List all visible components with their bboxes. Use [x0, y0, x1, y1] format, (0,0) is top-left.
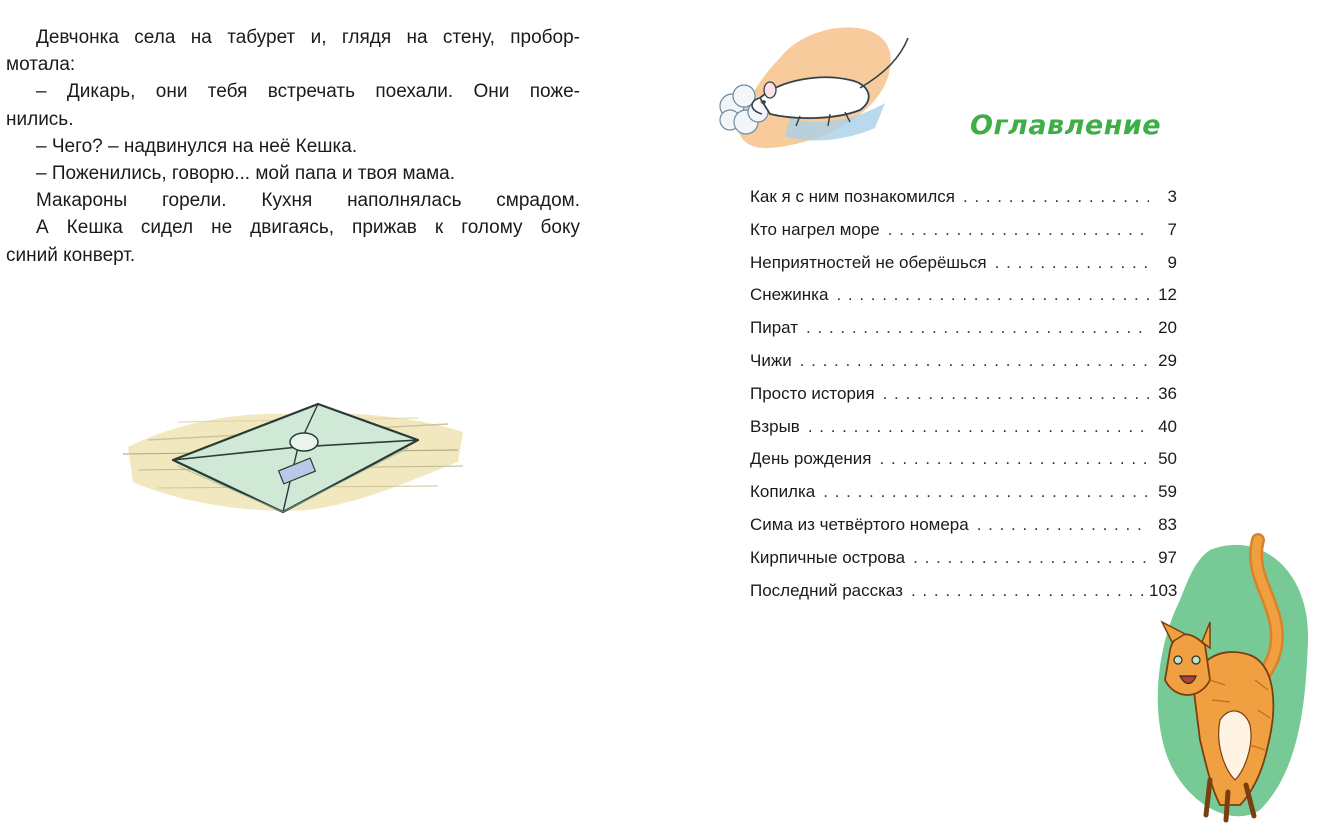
story-line: – Поженились, говорю... мой папа и твоя мама. — [36, 163, 456, 185]
toc-entry — [750, 411, 1177, 444]
story-paragraph-1 — [6, 24, 580, 78]
toc-leader-dots — [911, 575, 1149, 608]
toc-entry — [750, 247, 1177, 280]
toc-entry-page: 29 — [1158, 350, 1177, 370]
toc-entry-page: 50 — [1158, 449, 1177, 469]
toc-title: Оглавление — [970, 110, 1162, 141]
toc-leader-dots — [888, 214, 1149, 247]
envelope-illustration — [118, 392, 468, 522]
story-line: – Чего? – надвинулся на неё Кешка. — [36, 135, 358, 157]
toc-entry-title: Снежинка — [750, 285, 829, 305]
toc-entry-page: 40 — [1158, 416, 1177, 436]
mouse-illustration — [710, 18, 920, 158]
toc-entry-title: Неприятностей не оберёшься — [750, 252, 987, 272]
story-line: нились. — [6, 108, 74, 130]
toc-entry-title: Сима из четвёртого номера — [750, 514, 969, 534]
story-line: мотала: — [6, 54, 76, 76]
toc-entry-title: Как я с ним познакомился — [750, 187, 955, 206]
toc-entry — [750, 476, 1177, 509]
toc-leader-dots — [800, 345, 1149, 378]
toc-entry-page: 103 — [1149, 580, 1178, 600]
toc-entry-page: 9 — [1167, 252, 1177, 272]
story-line: синий конверт. — [6, 244, 136, 266]
toc-leader-dots — [880, 443, 1150, 476]
story-paragraph-4 — [6, 160, 580, 187]
toc-entry-page: 59 — [1158, 482, 1177, 502]
toc-entry-title: Кто нагрел море — [750, 219, 880, 239]
story-line: А Кешка сидел не двигаясь, прижав к голому боку — [36, 217, 580, 239]
toc-entry — [750, 345, 1177, 378]
story-line: Макароны горели. Кухня наполнялась смрадом. — [36, 190, 580, 212]
toc-entry-title: Пират — [750, 318, 799, 338]
story-paragraph-3 — [6, 133, 580, 160]
story-text — [6, 24, 580, 269]
toc-leader-dots — [995, 247, 1149, 280]
toc-entry-title: Чижи — [750, 350, 792, 370]
toc-leader-dots — [806, 312, 1149, 345]
toc-entry-page: 20 — [1158, 318, 1177, 338]
toc-entry — [750, 214, 1177, 247]
toc-entry-title: День рождения — [750, 449, 872, 469]
story-paragraph-2 — [6, 78, 580, 132]
toc-leader-dots — [836, 279, 1149, 312]
toc-leader-dots — [883, 378, 1149, 411]
toc-entry — [750, 378, 1177, 411]
toc-entry-page: 36 — [1158, 383, 1177, 403]
toc-leader-dots — [823, 476, 1149, 509]
toc-entry — [750, 443, 1177, 476]
toc-entry — [750, 509, 1177, 542]
toc-entry-title: Кирпичные острова — [750, 547, 906, 567]
toc-entry-page: 7 — [1167, 219, 1177, 239]
story-paragraph-5 — [6, 187, 580, 269]
toc-entry-title: Взрыв — [750, 416, 800, 436]
toc-entry — [750, 279, 1177, 312]
toc-entry — [750, 312, 1177, 345]
toc-entry — [750, 575, 1177, 608]
toc-list — [750, 181, 1177, 607]
toc-entry-title: Просто история — [750, 383, 875, 403]
toc-entry — [750, 542, 1177, 575]
toc-entry-page: 3 — [1167, 187, 1177, 206]
toc-entry-page: 83 — [1158, 514, 1177, 534]
toc-entry-page: 97 — [1158, 547, 1177, 567]
toc-entry-title: Копилка — [750, 482, 816, 502]
cat-illustration — [1150, 530, 1315, 825]
toc-entry-page: 12 — [1158, 285, 1177, 305]
story-line: – Дикарь, они тебя встречать поехали. Они поже- — [36, 81, 580, 103]
toc-entry-title: Последний рассказ — [750, 580, 903, 600]
toc-leader-dots — [977, 509, 1149, 542]
toc-leader-dots — [963, 181, 1149, 214]
story-line: Девчонка села на табурет и, глядя на стену, пробор- — [36, 27, 580, 48]
toc-leader-dots — [913, 542, 1149, 575]
toc-leader-dots — [808, 411, 1149, 444]
toc-entry — [750, 181, 1177, 214]
